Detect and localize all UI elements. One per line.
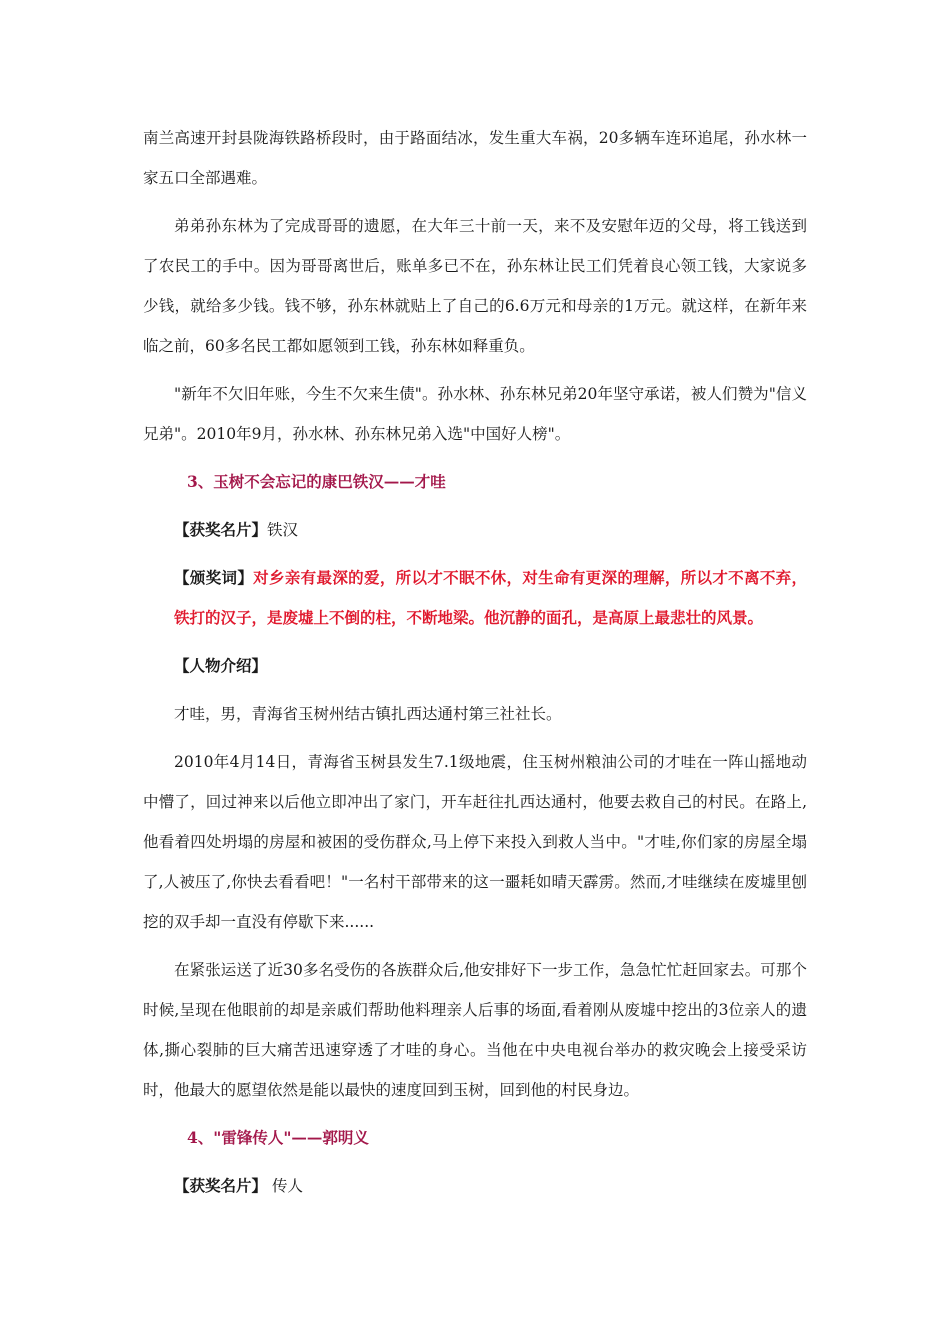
award-card-label: 【获奖名片】 [174,520,268,539]
award-card-label: 【获奖名片】 [174,1176,268,1195]
paragraph-sun-donglin: 弟弟孙东林为了完成哥哥的遗愿，在大年三十前一天，来不及安慰年迈的父母，将工钱送到了农民工的手中。因为哥哥离世后，账单多已不在，孙东林让民工们凭着良心领工钱，大家说多少钱，就给多少钱。钱不够，孙东林就贴上了自己的6.6万元和母亲的1万元。就这样，在新年来临之前，60多名民工都如愿领到工钱，孙东林如释重负。 [143,217,807,355]
document-body [143,118,807,1206]
section-3-intro-label: 【人物介绍】 [174,656,268,675]
section-3-award-card [143,510,807,550]
award-speech-text: 对乡亲有最深的爱，所以才不眠不休，对生命有更深的理解，所以才不离不弃，铁打的汉子，是废墟上不倒的柱，不断地梁。他沉静的面孔，是高原上最悲壮的风景。 [174,568,807,627]
section-3-intro-2: 2010年4月14日，青海省玉树县发生7.1级地震，住玉树州粮油公司的才哇在一阵山摇地动中懵了，回过神来以后他立即冲出了家门，开车赶往扎西达通村，他要去救自己的村民。在路上,他看着四处坍塌的房屋和被困的受伤群众,马上停下来投入到救人当中。"才哇,你们家的房屋全塌了,人被压了,你快去看看吧！"一名村干部带来的这一噩耗如晴天霹雳。然而,才哇继续在废墟里刨挖的双手却一直没有停歇下来...... [143,753,807,931]
award-card-value: 铁汉 [267,521,299,539]
paragraph-accident: 南兰高速开封县陇海铁路桥段时，由于路面结冰，发生重大车祸，20多辆车连环追尾，孙水林一家五口全部遇难。 [143,129,807,187]
award-card-value: 传人 [267,1177,303,1195]
section-3-award-speech [143,558,807,638]
section-3-intro-1: 才哇，男，青海省玉树州结古镇扎西达通村第三社社长。 [174,705,562,723]
section-3-intro-3: 在紧张运送了近30多名受伤的各族群众后,他安排好下一步工作，急急忙忙赶回家去。可那个时候,呈现在他眼前的却是亲戚们帮助他料理亲人后事的场面,看着刚从废墟中挖出的3位亲人的遗体,撕心裂肺的巨大痛苦迅速穿透了才哇的身心。当他在中央电视台举办的救灾晚会上接受采访时，他最大的愿望依然是能以最快的速度回到玉树，回到他的村民身边。 [143,961,807,1099]
section-4-award-card [143,1166,807,1206]
section-4-heading: 4、"雷锋传人"——郭明义 [187,1128,369,1147]
paragraph-xinyi-brothers: "新年不欠旧年账，今生不欠来生债"。孙水林、孙东林兄弟20年坚守承诺，被人们赞为"信义兄弟"。2010年9月，孙水林、孙东林兄弟入选"中国好人榜"。 [143,385,807,443]
award-speech-label: 【颁奖词】 [174,568,254,587]
section-3-heading: 3、玉树不会忘记的康巴铁汉——才哇 [187,472,446,491]
